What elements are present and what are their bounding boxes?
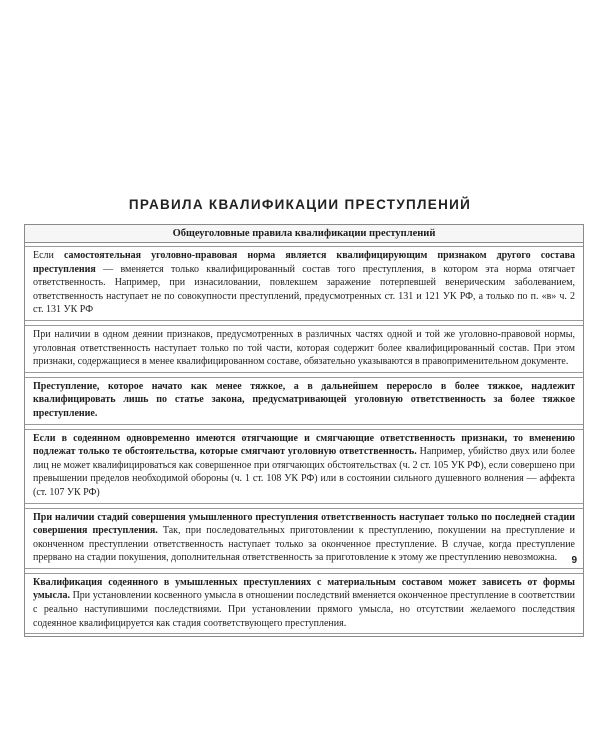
rule-body-text: Например, убийство двух или более лиц не может квалифицироваться как совершенное при отягчающих обстоятельствах (ч. 2 ст. 105 УК РФ), если совершено при превышении пределов необходимой обороны (ч. 1 ст. 108 УК РФ) или в состоянии сильного душевного волнения — аффекта (ст. 107 УК РФ): [33, 446, 575, 498]
rule-bold-text: Если в содеянном одновременно имеются отягчающие и смягчающие ответственность признаки, то вменению подлежат только те обстоятельства, которые смягчают уголовную ответственность.: [33, 432, 575, 458]
rule-row-2: [25, 325, 583, 373]
rule-bold-text: Квалификация содеянного в умышленных преступлениях с материальным составом может зависеть от формы умысла.: [33, 576, 575, 602]
rule-body-text: — вменяется только квалифицированный состав того преступления, в котором эта норма отягчает ответственность. Например, при изнасиловании, повлекшем заражение потерпевшей венерическим заболеванием, ответственность наступает не по совокупности преступлений, предусмотренных ст. 131 и 121 УК РФ, а только по п. «в» ч. 2 ст. 131 УК РФ: [33, 263, 575, 316]
page-number: 9: [571, 555, 577, 566]
rule-body-text: При наличии в одном деянии признаков, предусмотренных в различных частях одной и той же уголовно-правовой нормы, уголовная ответственность наступает только по той части, которая содержит более квалифицированный состав. При этом признаки, содержащиеся в менее квалифицированном составе, обязательно указываются в правоприменительном документе.: [33, 328, 575, 368]
page-title: ПРАВИЛА КВАЛИФИКАЦИИ ПРЕСТУПЛЕНИЙ: [128, 197, 472, 212]
rule-bold-text: самостоятельная уголовно-правовая норма является квалифицирующим признаком другого состава преступления: [33, 250, 576, 275]
rule-row-5: [25, 508, 583, 569]
rule-body-text: Так, при последовательных приготовлении к преступлению, покушении на преступление и оконченном преступлении ответственность наступает только за оконченное преступление. В случае, когда преступление прервано на стадии покушения, дополнительная ответственность за приготовление к этому же преступлению невозможна.: [33, 525, 575, 564]
rule-body-text: При установлении косвенного умысла в отношении последствий вменяется оконченное преступление в соответствии с реально наступившими последствиями. При установлении прямого умысла, но отсутствии желаемого последствия содеянное квалифицируется как стадия соответствующего преступления.: [33, 590, 575, 629]
rule-row-6: [25, 573, 583, 634]
rules-list: [25, 243, 583, 636]
rule-row-4: [25, 429, 583, 504]
rule-row-1: [25, 246, 583, 321]
rules-box-header: Общеуголовные правила квалификации преступлений: [25, 225, 583, 243]
rule-bold-text: При наличии стадий совершения умышленного преступления ответственность наступает только по последней стадии совершения преступления.: [33, 511, 575, 537]
rule-lead-text: Если: [33, 250, 64, 261]
rule-bold-text: Преступление, которое начато как менее тяжкое, а в дальнейшем переросло в более тяжкое, надлежит квалифицировать лишь по статье закона, предусматривающей уголовную ответственность за более тяжкое преступление.: [33, 380, 575, 419]
rules-box: [24, 224, 584, 637]
rule-row-3: [25, 377, 583, 425]
